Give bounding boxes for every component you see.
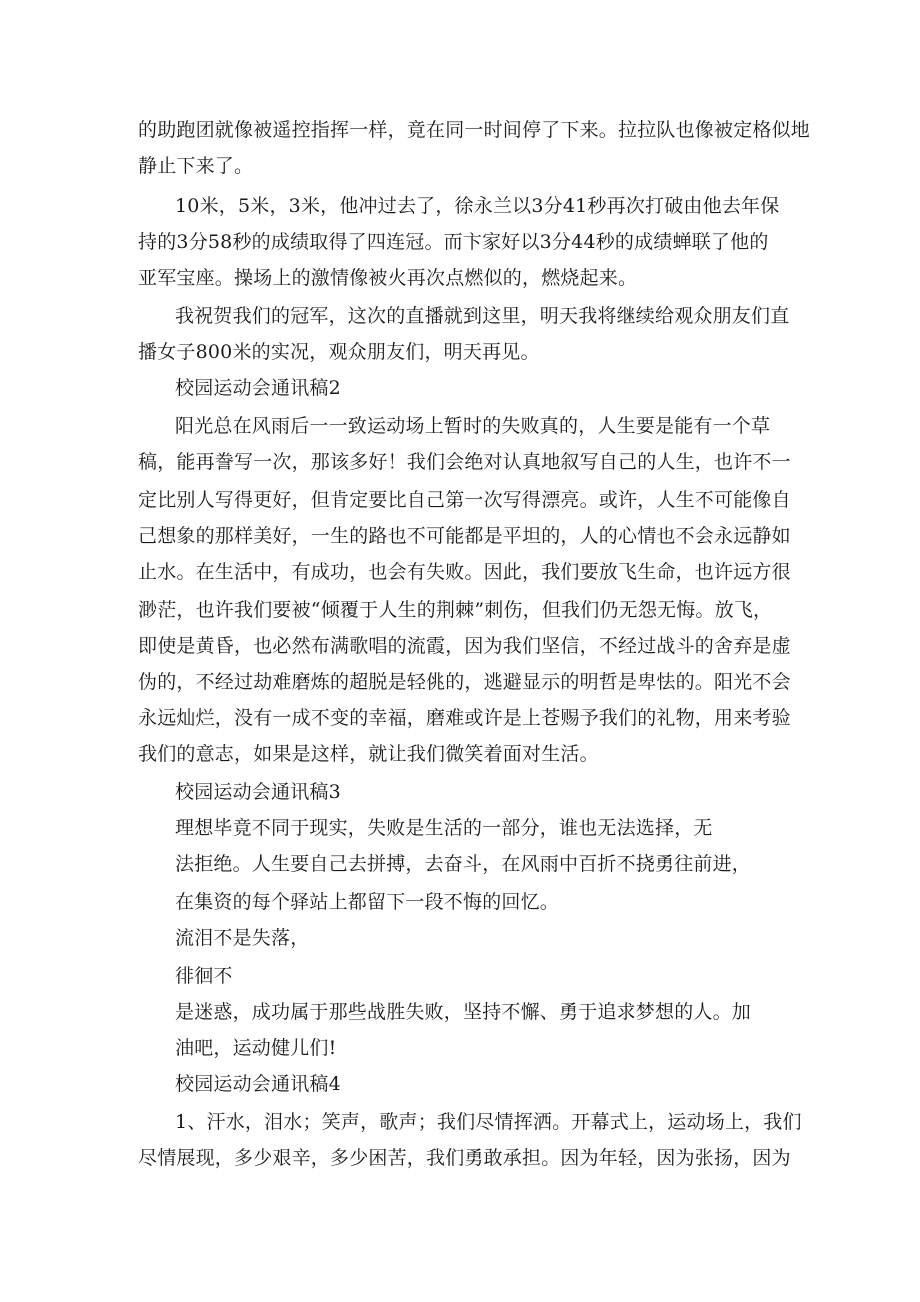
text-line: 的助跑团就像被遥控指挥一样，竟在同一时间停了下来。拉拉队也像被定格似地 [138,119,811,141]
text-line: 在集资的每个驿站上都留下一段不悔的回忆。 [175,891,560,913]
text-line: 1、汗水，泪水；笑声，歌声；我们尽情挥洒。开幕式上，运动场上，我们 [175,1111,802,1133]
text-line: 流泪不是失落， [175,927,310,949]
text-line: 静止下来了。 [138,155,254,177]
text-line: 渺茫，也许我们要被“倾覆于人生的荆棘”刺伤，但我们仍无怨无悔。放飞， [138,599,773,621]
text-line: 我祝贺我们的冠军，这次的直播就到这里，明天我将继续给观众朋友们直 [175,305,790,327]
text-line: 稿，能再誊写一次，那该多好！我们会绝对认真地叙写自己的人生，也许不一 [138,451,791,473]
text-line: 亚军宝座。操场上的激情像被火再次点燃似的，燃烧起来。 [138,267,638,289]
text-line: 即使是黄昏，也必然布满歌唱的流霞，因为我们坚信，不经过战斗的舍弃是虚 [138,635,791,657]
text-line: 持的3分58秒的成绩取得了四连冠。而卞家好以3分44秒的成绩蝉联了他的 [138,231,769,253]
section-heading: 校园运动会通讯稿2 [175,377,341,399]
text-line: 徘徊不 [175,965,233,987]
text-line: 10米，5米，3米，他冲过去了，徐永兰以3分41秒再次打破由他去年保 [175,195,780,217]
text-line: 播女子800米的实况，观众朋友们，明天再见。 [138,341,540,363]
text-line: 法拒绝。人生要自己去拼搏，去奋斗，在风雨中百折不挠勇往前进， [175,853,752,875]
text-line: 止水。在生活中，有成功，也会有失败。因此，我们要放飞生命，也许远方很 [138,561,791,583]
text-line: 永远灿烂，没有一成不变的幸福，磨难或许是上苍赐予我们的礼物，用来考验 [138,707,791,729]
text-line: 尽情展现，多少艰辛，多少困苦，我们勇敢承担。因为年轻，因为张扬，因为 [138,1147,791,1169]
section-heading: 校园运动会通讯稿3 [175,781,341,803]
section-heading: 校园运动会通讯稿4 [175,1073,341,1095]
text-line: 理想毕竟不同于现实，失败是生活的一部分，谁也无法选择，无 [175,817,713,839]
text-line: 定比别人写得更好，但肯定要比自己第一次写得漂亮。或许，人生不可能像自 [138,489,791,511]
text-line: 伪的，不经过劫难磨炼的超脱是轻佻的，逃避显示的明哲是卑怯的。阳光不会 [138,671,791,693]
text-line: 阳光总在风雨后一一致运动场上暂时的失败真的，人生要是能有一个草 [175,415,771,437]
text-line: 油吧，运动健儿们! [175,1037,337,1059]
text-line: 我们的意志，如果是这样，就让我们微笑着面对生活。 [138,743,599,765]
text-line: 己想象的那样美好，一生的路也不可能都是平坦的，人的心情也不会永远静如 [138,525,791,547]
text-line: 是迷惑，成功属于那些战胜失败，坚持不懈、勇于追求梦想的人。加 [175,1001,752,1023]
